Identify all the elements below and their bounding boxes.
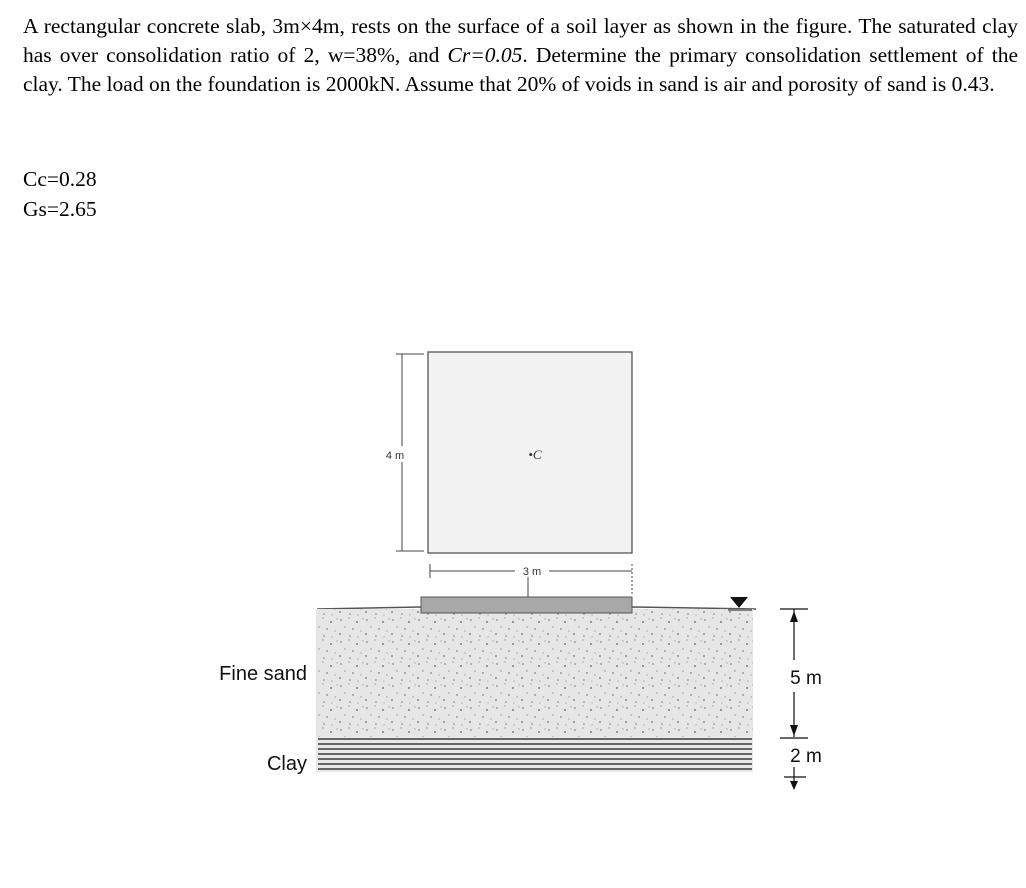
dim-5m-label: 5 m: [790, 668, 822, 689]
gs-value: Gs=2.65: [23, 197, 97, 221]
clay-label: Clay: [266, 753, 307, 775]
dim-3m-label: 3 m: [522, 566, 542, 578]
cc-value: Cc=0.28: [23, 167, 97, 191]
fine-sand-label: Fine sand: [219, 663, 307, 685]
cr-value: Cr=0.05: [447, 43, 523, 67]
slab-section: [421, 597, 632, 613]
clay-hatching: [318, 739, 752, 769]
ground-surface-left: [317, 607, 421, 609]
dim-4m-label: 4 m: [385, 450, 405, 462]
water-table-icon: [730, 597, 748, 608]
ground-surface-right: [632, 607, 756, 609]
center-point-label: •C: [528, 447, 542, 462]
problem-text-part-1: A rectangular concrete slab, 3m×4m, rests on the surface of a soil layer as shown in the figure. The saturated clay has over consolidation ratio of 2, w=38%, and: [23, 14, 1018, 67]
dim-2m-label: 2 m: [790, 746, 822, 767]
problem-text-part-2: . Determine the primary consolidation settlement of the clay. The load on the foundation is 2000kN. Assume that 20% of voids in sand is air and porosity of sand is 0.43.: [23, 43, 1018, 96]
fine-sand-layer: [316, 609, 753, 737]
